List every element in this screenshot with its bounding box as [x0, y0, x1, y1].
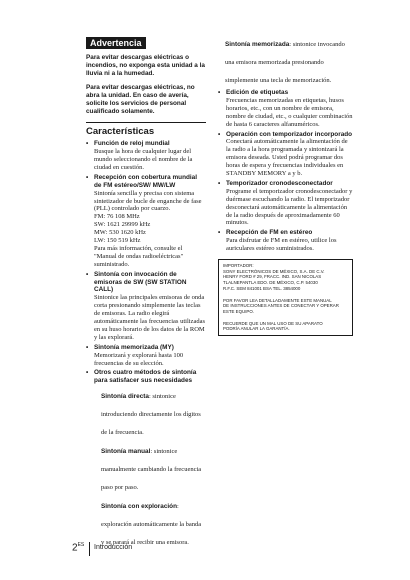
notice-line: RECUERDE QUE UN MAL USO DE SU APARATO [223, 320, 323, 326]
feature-title: Otros cuatro métodos de sintonía para satisfacer sus necesidades [94, 369, 197, 385]
feature-title: Función de reloj mundial [94, 140, 170, 148]
feature-sleep-timer [218, 180, 353, 227]
feature-fm-stereo [218, 229, 353, 253]
notice-line: IMPORTADOR: [223, 263, 254, 268]
bullet-icon: • [218, 130, 221, 138]
method-text: : sintonice invocando una emisora memorizada presionando simplemente una tecla de memorización. [225, 41, 345, 84]
features-title: Características [86, 126, 155, 138]
feature-text: Sintonía sencilla y precisa con sistema sintetizador de bucle de enganche de fase (PLL) controlado por cuarzo. [94, 189, 202, 213]
warning-title: Advertencia [86, 37, 146, 49]
left-column [86, 33, 206, 551]
feature-text: Busque la hora de cualquier lugar del mundo seleccionando el nombre de la ciudad en cuestión. [94, 148, 193, 172]
method-title: Sintonía memorizada [225, 41, 290, 48]
feature-text: Sintonice las principales emisoras de onda corta presionando simplemente las teclas de emisoras. La radio elegirá automáticamente las frecuencias utilizadas en su huso horario de los datos de la ROM y las explorará. [94, 294, 205, 341]
feature-sw-station-call [86, 271, 206, 342]
feature-title: Sintonía con invocación de emisoras de SW (SW STATION CALL) [94, 270, 187, 294]
tuning-method-preset [218, 33, 353, 87]
band-range: LW: 150 519 kHz [94, 237, 141, 245]
page-language-code: ES [77, 542, 85, 548]
method-text: : exploración automáticamente la banda y se parará al recibir una emisora. [101, 503, 202, 547]
feature-title: Edición de etiquetas [226, 89, 289, 96]
feature-title: Temporizador cronodesconectador [226, 179, 333, 187]
section-name: Introducción [94, 544, 133, 551]
notice-line: PODRÍA ANULAR LA GARANTÍA. [223, 326, 290, 332]
feature-world-clock [86, 140, 206, 172]
method-text: : sintonice introduciendo directamente los dígitos de la frecuencia. [101, 393, 201, 437]
feature-text: Programe el temporizador cronodesconectador y duérmase escuchando la radio. El temporizador desconectará automáticamente la alimentación de la radio después de aproximadamente 60 minutos. [226, 187, 353, 227]
feature-text: Conectará automáticamente la alimentación de la radio a la hora programada y sintonizará la emisora deseada. Usted podrá programar dos horas de espera y frecuencias individuales en STANDBY MEMORY a y b. [226, 138, 348, 177]
feature-label-editing [218, 89, 353, 129]
bullet-icon: • [218, 229, 221, 237]
notice-line: TLALNEPANTLA EDO. DE MÉXICO, C.P. 54030 [223, 280, 318, 286]
bullet-icon: • [86, 270, 89, 278]
feature-note: Para más información, consulte el "Manual de ondas radioeléctricas" suministrado. [94, 245, 184, 268]
feature-fm-reception [86, 174, 206, 269]
right-column [218, 33, 353, 336]
feature-title: Operación con temporizador incorporado [226, 130, 353, 138]
tuning-method-direct [94, 385, 206, 439]
notice-line: R.F.C. SEM 841001 BSA TEL. 3854000 [223, 285, 301, 291]
bullet-icon: • [86, 343, 89, 351]
band-range: FM: 76 108 MHz [94, 213, 140, 221]
notice-line: POR FAVOR LEA DETALLADAMENTE ESTE MANUAL [223, 297, 332, 303]
bullet-icon: • [86, 174, 89, 182]
notice-line: HENRY FORD # 29, FRACC. IND. SAN NICOLAS [223, 274, 322, 280]
feature-title: Sintonía memorizada (MY) [94, 343, 174, 351]
tuning-method-manual [94, 440, 206, 494]
section-divider [86, 122, 206, 123]
band-range: SW: 1621 29999 kHz [94, 221, 151, 229]
method-title: Sintonía manual [101, 448, 151, 456]
feature-memory-tuning [86, 344, 206, 368]
bullet-icon: • [86, 369, 89, 377]
page-number: $2^{ES}$ [72, 542, 85, 554]
method-title: Sintonía con exploración [101, 503, 177, 511]
feature-text: Para disfrutar de FM en estéreo, utilice los auriculares estéreo suministrados. [226, 237, 337, 253]
feature-title: Recepción de FM en estéreo [226, 229, 313, 237]
warning-paragraph: Para evitar descargas eléctricas, no abra la unidad. En caso de avería, solicite los servicios de personal cualificado solamente. [86, 84, 195, 116]
footer-divider [89, 542, 90, 556]
page-footer [72, 542, 232, 556]
notice-line: ESTE EQUIPO. [223, 309, 254, 315]
tuning-method-scan [94, 495, 206, 549]
bullet-icon: • [218, 89, 221, 96]
feature-tuning-methods [86, 369, 206, 549]
method-text: : sintonice manualmente cambiando la frecuencia paso por paso. [101, 448, 202, 492]
notice-line: SONY ELECTRÓNICOS DE MÉXICO, S.A. DE C.V. [223, 268, 325, 274]
feature-text: Memorizará y explorará hasta 100 frecuencias de su elección. [94, 351, 184, 367]
band-range: MW: 530 1620 kHz [94, 229, 146, 237]
feature-title: Recepción con cobertura mundial de FM estéreo/SW/ MW/LW [94, 174, 197, 189]
bullet-icon: • [218, 179, 221, 187]
feature-timer [218, 131, 353, 178]
method-title: Sintonía directa [101, 393, 149, 401]
importer-notice-box [218, 259, 353, 336]
bullet-icon: • [86, 140, 89, 148]
notice-line: DE INSTRUCCIONES ANTES DE CONECTAR Y OPERAR [223, 303, 339, 309]
warning-paragraph: Para evitar descargas eléctricas o incendios, no exponga esta unidad a la lluvia ni a la humedad. [86, 54, 205, 78]
feature-text: Frecuencias memorizadas en etiquetas, husos horarios, etc., con un nombre de emisora, nombre de ciudad, etc., o cualquier combinación de hasta 6 caracteres alfanuméricos. [226, 96, 353, 128]
